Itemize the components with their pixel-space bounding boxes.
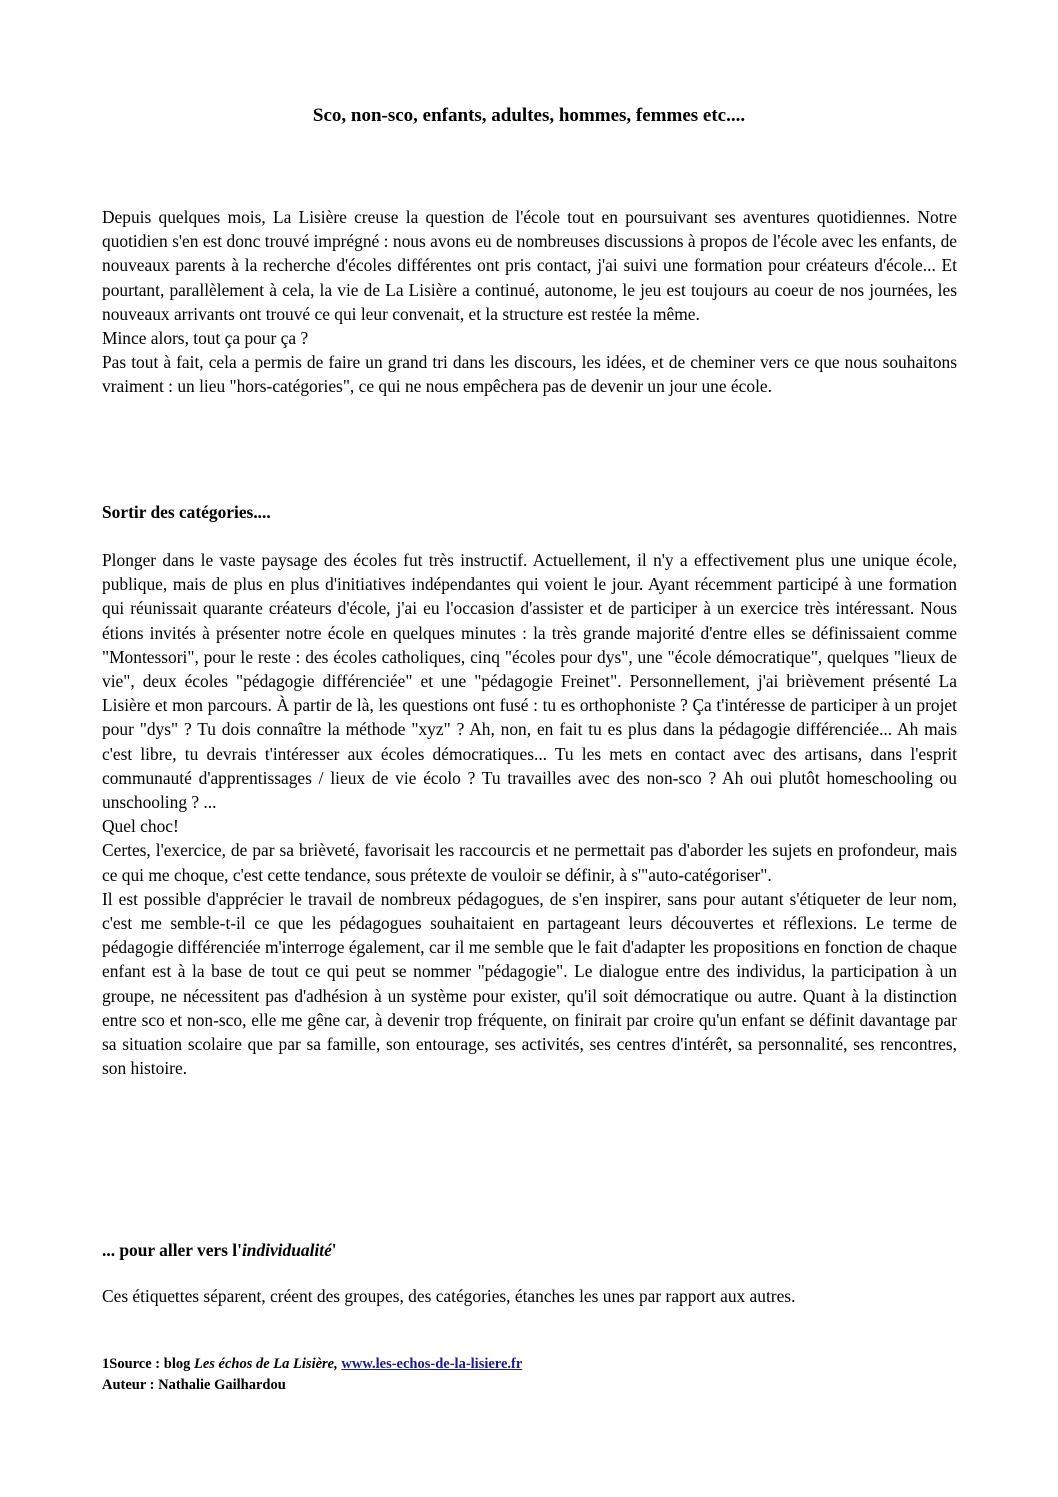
footnote-source-prefix: 1Source : blog <box>102 1356 194 1372</box>
intro-paragraph-2: Mince alors, tout ça pour ça ? <box>102 328 309 349</box>
footnote-source-line <box>102 1354 522 1375</box>
footnote-blog-name: Les échos de La Lisière, <box>193 1356 338 1372</box>
heading-suffix: ' <box>331 1240 337 1260</box>
footnote-author-line: Auteur : Nathalie Gailhardou <box>102 1377 286 1393</box>
section-heading-sortir: Sortir des catégories.... <box>102 502 271 522</box>
blog-link[interactable]: www.les-echos-de-la-lisiere.fr <box>341 1356 523 1372</box>
intro-text <box>102 205 957 399</box>
footnote <box>102 1354 522 1396</box>
heading-prefix: ... pour aller vers l' <box>102 1240 242 1260</box>
section1-paragraph-4: Il est possible d'apprécier le travail de nombreux pédagogues, de s'en inspirer, sans pour autant s'étiqueter de leur nom, c'est me semble-t-il ce que les pédagogues souhaitaient en partageant leurs découvertes et réflexions. Le terme de pédagogie différenciée m'interroge également, car il me semble que le fait d'adapter les propositions en fonction de chaque enfant est à la base de tout ce qui peut se nommer "pédagogie". Le dialogue entre des individus, la participation à un groupe, ne nécessitent pas d'adhésion à un système pour exister, qu'il soit démocratique ou autre. Quant à la distinction entre sco et non-sco, elle me gêne car, à devenir trop fréquente, on finirait par croire qu'un enfant se définit davantage par sa situation scolaire que par sa famille, son entourage, ses activités, ses centres d'intérêt, sa personnalité, ses rencontres, son histoire. <box>102 888 957 1079</box>
section2-text <box>102 1284 957 1308</box>
intro-paragraph-3: Pas tout à fait, cela a permis de faire un grand tri dans les discours, les idées, et de cheminer vers ce que nous souhaitons vraiment : un lieu "hors-catégories", ce qui ne nous empêchera pas de devenir un jour une école. <box>102 352 957 397</box>
document-title: Sco, non-sco, enfants, adultes, hommes, femmes etc.... <box>312 105 746 126</box>
section1-text <box>102 548 957 1080</box>
section-heading-individualite <box>102 1238 337 1262</box>
heading-emphasis: individualité <box>241 1240 332 1260</box>
section1-paragraph-1: Plonger dans le vaste paysage des écoles fut très instructif. Actuellement, il n'y a effectivement plus une unique école, publique, mais de plus en plus d'initiatives indépendantes qui voient le jour. Ayant récemment participé à une formation qui réunissait quarante créateurs d'école, j'ai eu l'occasion d'assister et de participer à un exercice très intéressant. Nous étions invités à présenter notre école en quelques minutes : la très grande majorité d'entre elles se définissaient comme "Montessori", pour le reste : des écoles catholiques, cinq "écoles pour dys", une "école démocratique", quelques "lieux de vie", deux écoles "pédagogie différenciée" et une "pédagogie Freinet". Personnellement, j'ai brièvement présenté La Lisière et mon parcours. À partir de là, les questions ont fusé : tu es orthophoniste ? Ça t'intéresse de participer à un projet pour "dys" ? Tu dois connaître la méthode "xyz" ? Ah, non, en fait tu es plus dans la pédagogie différenciée... Ah mais c'est libre, tu devrais t'intéresser aux écoles démocratiques... Tu les mets en contact avec des artisans, dans l'esprit communauté d'apprentissages / lieux de vie écolo ? Tu travailles avec des non-sco ? Ah oui plutôt homeschooling ou unschooling ? ... <box>102 550 957 813</box>
section2-paragraph-1: Ces étiquettes séparent, créent des groupes, des catégories, étanches les unes par rapport aux autres. <box>102 1286 796 1306</box>
section1-paragraph-3: Certes, l'exercice, de par sa brièveté, favorisait les raccourcis et ne permettait pas d'aborder les sujets en profondeur, mais ce qui me choque, c'est cette tendance, sous prétexte de vouloir se définir, à s'"auto-catégoriser". <box>102 840 957 885</box>
intro-paragraph-1: Depuis quelques mois, La Lisière creuse la question de l'école tout en poursuivant ses aventures quotidiennes. Notre quotidien s'en est donc trouvé imprégné : nous avons eu de nombreuses discussions à propos de l'école avec les enfants, de nouveaux parents à la recherche d'écoles différentes ont pris contact, j'ai suivi une formation pour créateurs d'école... Et pourtant, parallèlement à cela, la vie de La Lisière a continué, autonome, le jeu est toujours au coeur de nos journées, les nouveaux arrivants ont trouvé ce qui leur convenait, et la structure est restée la même. <box>102 207 957 324</box>
section1-paragraph-2: Quel choc! <box>102 816 179 837</box>
